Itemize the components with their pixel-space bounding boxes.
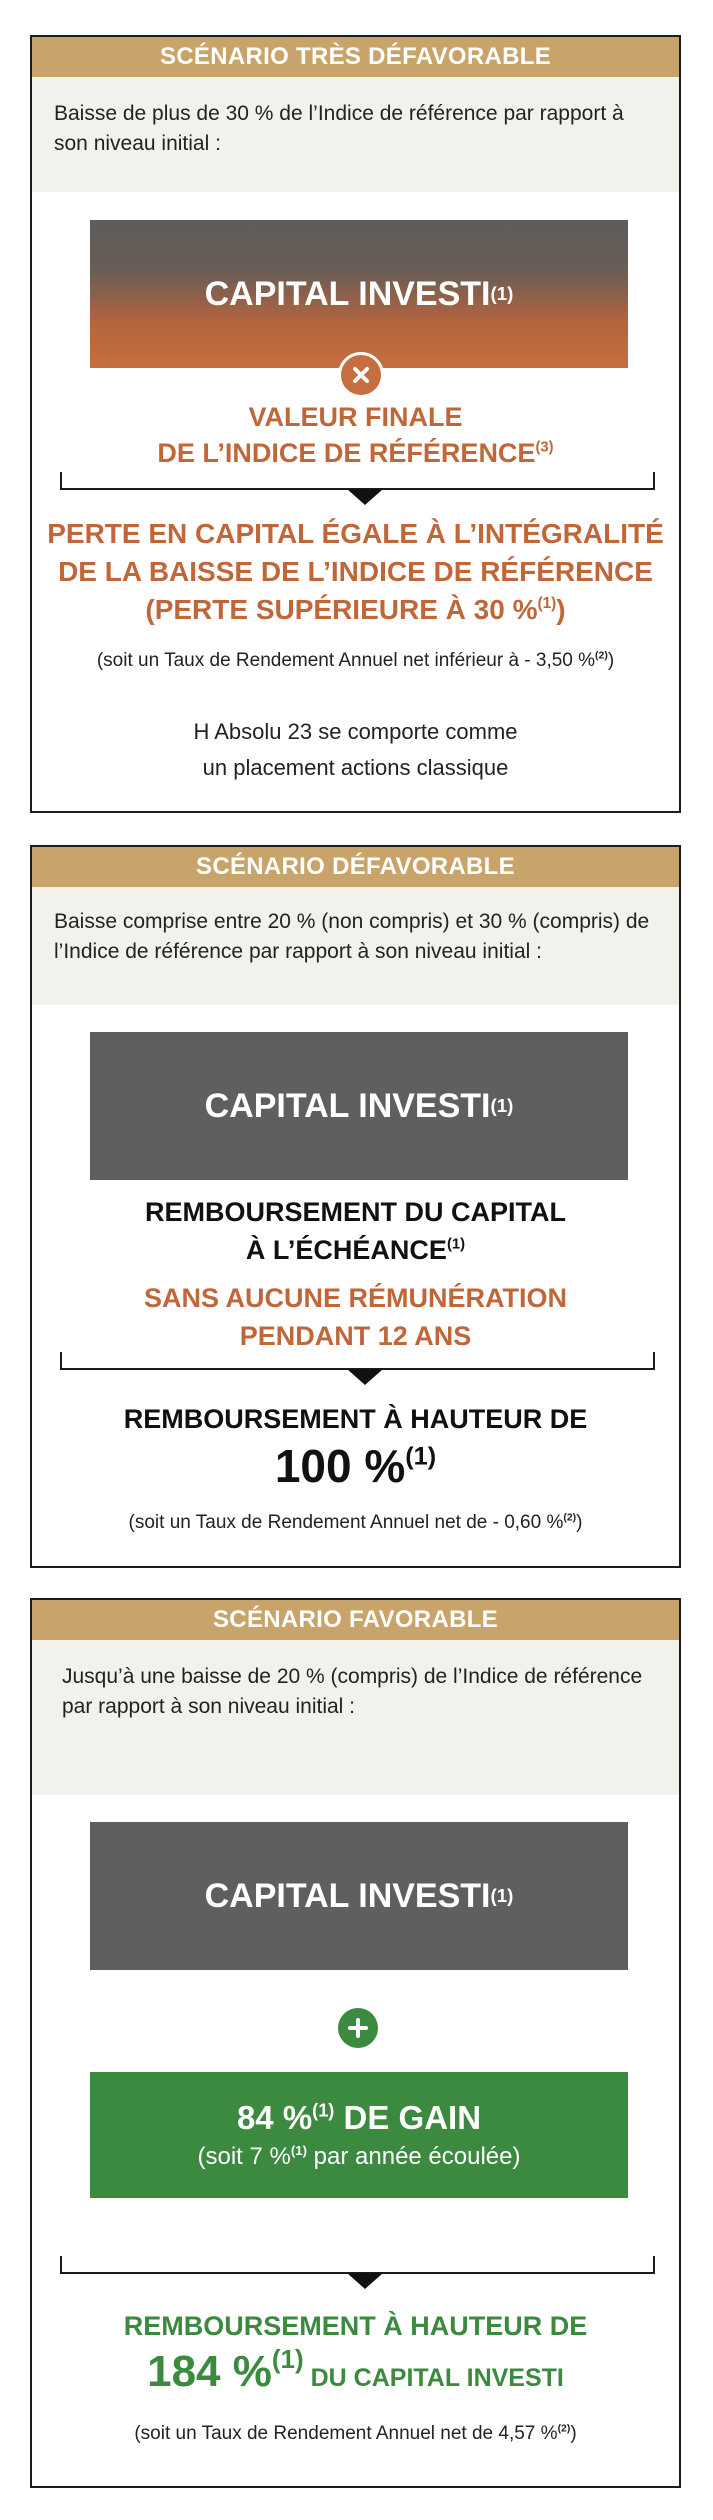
remboursement-result: REMBOURSEMENT À HAUTEUR DE 184 %$^{(1)}$ DU CAPITAL INVESTI [123,2311,588,2396]
scenario-header: SCÉNARIO FAVORABLE [32,1600,679,1640]
comportement-note: H Absolu 23 se comporte comme un placement actions classique [193,719,518,780]
scenario-intro: Baisse comprise entre 20 % (non compris) et 30 % (compris) de l’Indice de référence par rapport à son niveau initial : [32,887,679,1005]
perte-capital-text: PERTE EN CAPITAL ÉGALE À L’INTÉGRALITÉ DE LA BAISSE DE L’INDICE DE RÉFÉRENCE (PERTE SUPÉRIEURE À 30 %$^{(1)}$) [47,518,664,625]
scenario-favorable-card [30,1598,681,2488]
scenario-intro: Baisse de plus de 30 % de l’Indice de référence par rapport à son niveau initial : [32,77,679,192]
remboursement-result: REMBOURSEMENT À HAUTEUR DE 100 %$^{(1)}$ [123,1404,588,1492]
scenario-header: SCÉNARIO DÉFAVORABLE [32,847,679,887]
valeur-finale-text: VALEUR FINALE DE L’INDICE DE RÉFÉRENCE$^{(3)}$ [157,402,554,468]
plus-circle-icon [338,2008,378,2048]
capital-investi-block: CAPITAL INVESTI (1) [90,1032,628,1180]
taux-rendement-text: (soit un Taux de Rendement Annuel net de - 0,60 %$^{(2)}$) [128,1512,583,1533]
x-circle-icon [338,352,384,398]
remboursement-capital-text: REMBOURSEMENT DU CAPITAL À L’ÉCHÉANCE$^{(1)}$ [145,1197,566,1265]
down-arrow-icon [347,489,383,505]
scenario-tres-defavorable-card [30,35,681,813]
scenario-defavorable-card [30,845,681,1568]
capital-investi-block: CAPITAL INVESTI (1) [90,1822,628,1970]
down-arrow-icon [347,2273,383,2289]
taux-rendement-text: (soit un Taux de Rendement Annuel net de 4,57 %$^{(2)}$) [134,2423,577,2444]
sans-remuneration-text: SANS AUCUNE RÉMUNÉRATION PENDANT 12 ANS [143,1283,567,1351]
gain-block: 84 %$^{(1)}$ DE GAIN (soit 7 %$^{(1)}$ par année écoulée) [90,2072,628,2198]
scenario-header: SCÉNARIO TRÈS DÉFAVORABLE [32,37,679,77]
capital-investi-block: CAPITAL INVESTI (1) [90,220,628,368]
capital-investi-label: CAPITAL INVESTI [204,274,491,313]
bracket [60,2256,655,2274]
bracket [60,472,655,490]
scenario-intro: Jusqu’à une baisse de 20 % (compris) de l’Indice de référence par rapport à son niveau initial : [32,1640,679,1795]
down-arrow-icon [347,1369,383,1385]
bracket [60,1352,655,1370]
taux-rendement-text: (soit un Taux de Rendement Annuel net inférieur à - 3,50 %$^{(2)}$) [96,650,615,671]
capital-investi-label: CAPITAL INVESTI [204,1086,491,1125]
capital-investi-label: CAPITAL INVESTI [204,1876,491,1915]
